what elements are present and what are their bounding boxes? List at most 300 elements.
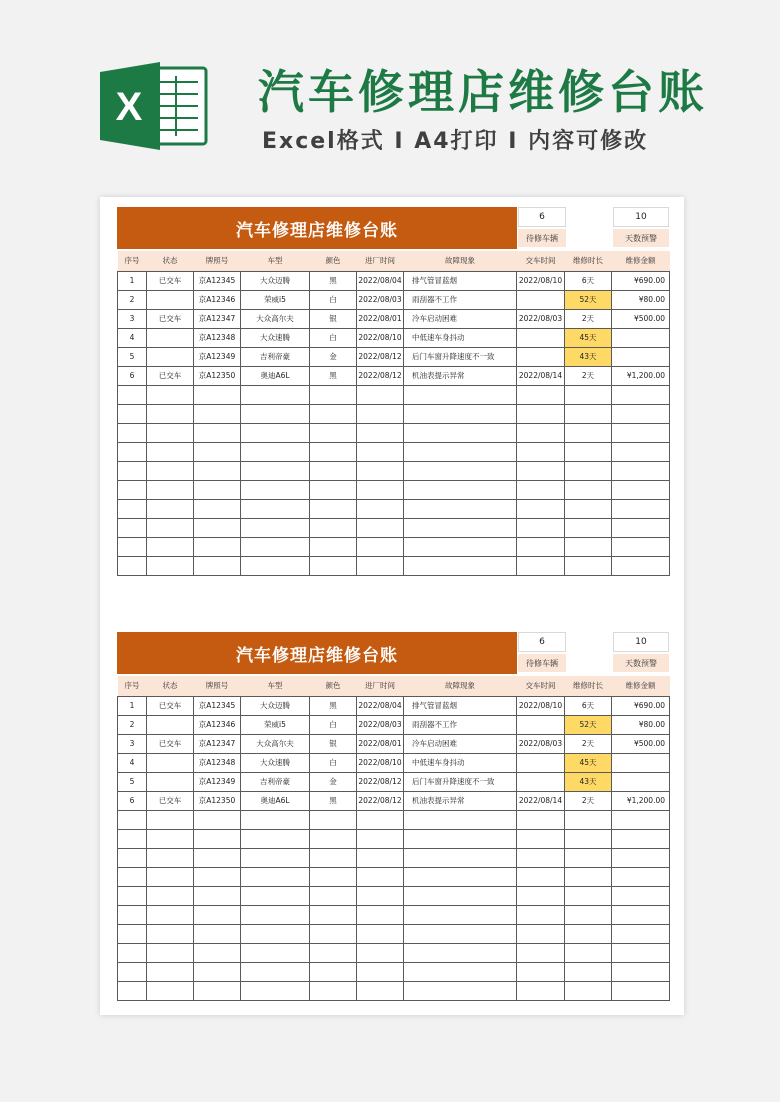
table-cell[interactable]: [565, 829, 612, 848]
table-cell[interactable]: [517, 943, 565, 962]
table-cell[interactable]: [310, 943, 357, 962]
table-cell[interactable]: [118, 981, 147, 1000]
table-cell[interactable]: [612, 886, 670, 905]
table-cell[interactable]: [404, 404, 517, 423]
table-cell[interactable]: [404, 499, 517, 518]
table-cell[interactable]: [517, 715, 565, 734]
table-cell[interactable]: [565, 810, 612, 829]
table-cell[interactable]: [404, 848, 517, 867]
table-cell[interactable]: [310, 981, 357, 1000]
table-cell[interactable]: [357, 829, 404, 848]
table-cell[interactable]: 2022/08/03: [517, 309, 565, 328]
table-cell[interactable]: [517, 829, 565, 848]
table-cell[interactable]: [118, 829, 147, 848]
table-cell[interactable]: [565, 962, 612, 981]
table-cell[interactable]: [118, 461, 147, 480]
table-cell[interactable]: [565, 385, 612, 404]
table-cell[interactable]: [194, 442, 241, 461]
table-cell[interactable]: [310, 385, 357, 404]
table-cell[interactable]: 荣威i5: [241, 290, 310, 309]
table-cell[interactable]: [241, 962, 310, 981]
table-cell[interactable]: 京A12345: [194, 271, 241, 290]
table-cell[interactable]: [357, 461, 404, 480]
table-cell[interactable]: [517, 537, 565, 556]
table-cell[interactable]: 银: [310, 309, 357, 328]
table-cell[interactable]: 京A12349: [194, 347, 241, 366]
table-cell[interactable]: [194, 499, 241, 518]
table-cell[interactable]: 荣威i5: [241, 715, 310, 734]
table-cell[interactable]: 排气管冒蓝烟: [404, 696, 517, 715]
table-cell[interactable]: 45天: [565, 753, 612, 772]
table-cell[interactable]: [517, 385, 565, 404]
table-cell[interactable]: 大众速腾: [241, 753, 310, 772]
table-cell[interactable]: [612, 385, 670, 404]
table-cell[interactable]: 2022/08/14: [517, 366, 565, 385]
table-cell[interactable]: 京A12349: [194, 772, 241, 791]
table-cell[interactable]: [357, 556, 404, 575]
table-cell[interactable]: [147, 867, 194, 886]
table-cell[interactable]: [194, 423, 241, 442]
table-cell[interactable]: [118, 480, 147, 499]
table-cell[interactable]: [310, 442, 357, 461]
table-cell[interactable]: 已交车: [147, 791, 194, 810]
table-cell[interactable]: 2022/08/03: [517, 734, 565, 753]
table-cell[interactable]: [357, 442, 404, 461]
table-cell[interactable]: [612, 442, 670, 461]
table-cell[interactable]: [241, 829, 310, 848]
table-cell[interactable]: ¥80.00: [612, 290, 670, 309]
table-cell[interactable]: [241, 810, 310, 829]
table-cell[interactable]: [517, 518, 565, 537]
table-cell[interactable]: [310, 499, 357, 518]
table-cell[interactable]: [404, 829, 517, 848]
table-cell[interactable]: 2022/08/04: [357, 271, 404, 290]
table-cell[interactable]: 京A12347: [194, 734, 241, 753]
table-cell[interactable]: [241, 499, 310, 518]
table-cell[interactable]: [310, 537, 357, 556]
table-cell[interactable]: [612, 404, 670, 423]
table-cell[interactable]: [147, 772, 194, 791]
table-cell[interactable]: [404, 924, 517, 943]
table-cell[interactable]: 4: [118, 328, 147, 347]
table-cell[interactable]: [194, 962, 241, 981]
table-cell[interactable]: [118, 886, 147, 905]
table-cell[interactable]: [517, 924, 565, 943]
table-cell[interactable]: [517, 328, 565, 347]
table-cell[interactable]: 2: [118, 715, 147, 734]
table-cell[interactable]: 雨刮器不工作: [404, 290, 517, 309]
table-cell[interactable]: [357, 848, 404, 867]
table-cell[interactable]: [147, 328, 194, 347]
table-cell[interactable]: [118, 499, 147, 518]
table-cell[interactable]: [241, 385, 310, 404]
table-cell[interactable]: [357, 810, 404, 829]
table-cell[interactable]: 已交车: [147, 734, 194, 753]
table-cell[interactable]: [118, 404, 147, 423]
table-cell[interactable]: [118, 848, 147, 867]
table-cell[interactable]: 2天: [565, 791, 612, 810]
table-cell[interactable]: 京A12346: [194, 715, 241, 734]
table-cell[interactable]: [565, 499, 612, 518]
table-cell[interactable]: 黑: [310, 791, 357, 810]
table-cell[interactable]: 白: [310, 715, 357, 734]
table-cell[interactable]: [147, 537, 194, 556]
table-cell[interactable]: [517, 962, 565, 981]
table-cell[interactable]: [357, 981, 404, 1000]
table-cell[interactable]: 大众迈腾: [241, 271, 310, 290]
table-cell[interactable]: [147, 404, 194, 423]
table-cell[interactable]: 冷车启动困难: [404, 734, 517, 753]
table-cell[interactable]: 2022/08/01: [357, 309, 404, 328]
table-cell[interactable]: [147, 518, 194, 537]
table-cell[interactable]: [357, 905, 404, 924]
table-cell[interactable]: [147, 943, 194, 962]
table-cell[interactable]: [517, 423, 565, 442]
table-cell[interactable]: [517, 981, 565, 1000]
table-cell[interactable]: [357, 924, 404, 943]
table-cell[interactable]: 6: [118, 366, 147, 385]
table-cell[interactable]: [194, 848, 241, 867]
table-cell[interactable]: 后门车窗升降速度不一致: [404, 772, 517, 791]
table-cell[interactable]: [194, 905, 241, 924]
table-cell[interactable]: [310, 905, 357, 924]
table-cell[interactable]: 京A12348: [194, 328, 241, 347]
table-cell[interactable]: [357, 480, 404, 499]
table-cell[interactable]: [357, 943, 404, 962]
table-cell[interactable]: 白: [310, 290, 357, 309]
table-cell[interactable]: [147, 924, 194, 943]
table-cell[interactable]: ¥1,200.00: [612, 791, 670, 810]
table-cell[interactable]: ¥80.00: [612, 715, 670, 734]
table-cell[interactable]: 中低速车身抖动: [404, 753, 517, 772]
table-cell[interactable]: 2022/08/10: [517, 696, 565, 715]
table-cell[interactable]: 6: [118, 791, 147, 810]
table-cell[interactable]: [147, 905, 194, 924]
table-cell[interactable]: [612, 461, 670, 480]
table-cell[interactable]: 京A12350: [194, 366, 241, 385]
table-cell[interactable]: 机油表提示异常: [404, 366, 517, 385]
table-cell[interactable]: [194, 924, 241, 943]
table-cell[interactable]: [147, 962, 194, 981]
table-cell[interactable]: 2: [118, 290, 147, 309]
table-cell[interactable]: 白: [310, 753, 357, 772]
table-cell[interactable]: 金: [310, 772, 357, 791]
table-cell[interactable]: [357, 385, 404, 404]
table-cell[interactable]: 2022/08/12: [357, 772, 404, 791]
table-cell[interactable]: [118, 423, 147, 442]
table-cell[interactable]: [147, 753, 194, 772]
table-cell[interactable]: [357, 423, 404, 442]
table-cell[interactable]: [517, 772, 565, 791]
table-cell[interactable]: 1: [118, 271, 147, 290]
table-cell[interactable]: [612, 753, 670, 772]
table-cell[interactable]: 2022/08/03: [357, 715, 404, 734]
table-cell[interactable]: [118, 962, 147, 981]
table-cell[interactable]: 2天: [565, 366, 612, 385]
table-cell[interactable]: [612, 772, 670, 791]
table-cell[interactable]: 3: [118, 734, 147, 753]
table-cell[interactable]: 52天: [565, 715, 612, 734]
table-cell[interactable]: 4: [118, 753, 147, 772]
table-cell[interactable]: [194, 886, 241, 905]
table-cell[interactable]: [404, 385, 517, 404]
table-cell[interactable]: 吉利帝豪: [241, 347, 310, 366]
table-cell[interactable]: [565, 867, 612, 886]
table-cell[interactable]: [517, 480, 565, 499]
table-cell[interactable]: [310, 848, 357, 867]
table-cell[interactable]: 吉利帝豪: [241, 772, 310, 791]
table-cell[interactable]: [517, 810, 565, 829]
table-cell[interactable]: [147, 981, 194, 1000]
table-cell[interactable]: [194, 385, 241, 404]
table-cell[interactable]: [118, 442, 147, 461]
table-cell[interactable]: 2022/08/12: [357, 366, 404, 385]
table-cell[interactable]: 1: [118, 696, 147, 715]
table-cell[interactable]: [517, 886, 565, 905]
table-cell[interactable]: [241, 943, 310, 962]
waiting-vehicles-value[interactable]: 6: [518, 207, 566, 227]
table-cell[interactable]: [357, 962, 404, 981]
table-cell[interactable]: [147, 423, 194, 442]
table-cell[interactable]: [404, 537, 517, 556]
table-cell[interactable]: [404, 962, 517, 981]
table-cell[interactable]: [147, 886, 194, 905]
table-cell[interactable]: [194, 810, 241, 829]
table-cell[interactable]: 6天: [565, 696, 612, 715]
table-cell[interactable]: [194, 556, 241, 575]
table-cell[interactable]: [404, 480, 517, 499]
table-cell[interactable]: [357, 518, 404, 537]
table-cell[interactable]: 机油表提示异常: [404, 791, 517, 810]
table-cell[interactable]: 43天: [565, 347, 612, 366]
table-cell[interactable]: 已交车: [147, 309, 194, 328]
table-cell[interactable]: [517, 404, 565, 423]
table-cell[interactable]: [517, 290, 565, 309]
table-cell[interactable]: 中低速车身抖动: [404, 328, 517, 347]
table-cell[interactable]: 2022/08/10: [357, 328, 404, 347]
table-cell[interactable]: [310, 461, 357, 480]
table-cell[interactable]: 大众速腾: [241, 328, 310, 347]
table-cell[interactable]: [565, 848, 612, 867]
days-warning-value[interactable]: 10: [613, 632, 669, 652]
table-cell[interactable]: [194, 480, 241, 499]
table-cell[interactable]: [565, 924, 612, 943]
table-cell[interactable]: [612, 328, 670, 347]
table-cell[interactable]: 后门车窗升降速度不一致: [404, 347, 517, 366]
table-cell[interactable]: [612, 480, 670, 499]
table-cell[interactable]: [118, 810, 147, 829]
table-cell[interactable]: [404, 867, 517, 886]
table-cell[interactable]: [147, 848, 194, 867]
table-cell[interactable]: [357, 886, 404, 905]
table-cell[interactable]: [147, 290, 194, 309]
table-cell[interactable]: [147, 347, 194, 366]
table-cell[interactable]: [612, 347, 670, 366]
table-cell[interactable]: [404, 943, 517, 962]
table-cell[interactable]: [241, 461, 310, 480]
table-cell[interactable]: [241, 905, 310, 924]
table-cell[interactable]: [118, 537, 147, 556]
table-cell[interactable]: [310, 518, 357, 537]
table-cell[interactable]: [517, 905, 565, 924]
table-cell[interactable]: 已交车: [147, 271, 194, 290]
table-cell[interactable]: 冷车启动困难: [404, 309, 517, 328]
table-cell[interactable]: [194, 981, 241, 1000]
table-cell[interactable]: [565, 480, 612, 499]
table-cell[interactable]: [147, 499, 194, 518]
table-cell[interactable]: 大众迈腾: [241, 696, 310, 715]
table-cell[interactable]: [517, 556, 565, 575]
table-cell[interactable]: [404, 981, 517, 1000]
table-cell[interactable]: 2022/08/01: [357, 734, 404, 753]
table-cell[interactable]: [517, 461, 565, 480]
table-cell[interactable]: ¥690.00: [612, 271, 670, 290]
table-cell[interactable]: [404, 423, 517, 442]
table-cell[interactable]: [612, 962, 670, 981]
table-cell[interactable]: [241, 480, 310, 499]
table-cell[interactable]: 京A12345: [194, 696, 241, 715]
table-cell[interactable]: [565, 556, 612, 575]
table-cell[interactable]: [612, 905, 670, 924]
table-cell[interactable]: 5: [118, 772, 147, 791]
table-cell[interactable]: [565, 423, 612, 442]
table-cell[interactable]: 金: [310, 347, 357, 366]
table-cell[interactable]: [565, 461, 612, 480]
table-cell[interactable]: 5: [118, 347, 147, 366]
table-cell[interactable]: [612, 423, 670, 442]
table-cell[interactable]: [404, 518, 517, 537]
table-cell[interactable]: [118, 385, 147, 404]
table-cell[interactable]: [147, 810, 194, 829]
table-cell[interactable]: 大众高尔夫: [241, 734, 310, 753]
table-cell[interactable]: [194, 461, 241, 480]
days-warning-value[interactable]: 10: [613, 207, 669, 227]
table-cell[interactable]: [147, 442, 194, 461]
table-cell[interactable]: [357, 867, 404, 886]
table-cell[interactable]: [241, 518, 310, 537]
table-cell[interactable]: [194, 829, 241, 848]
table-cell[interactable]: [612, 848, 670, 867]
table-cell[interactable]: [612, 556, 670, 575]
table-cell[interactable]: 已交车: [147, 366, 194, 385]
table-cell[interactable]: 2022/08/04: [357, 696, 404, 715]
table-cell[interactable]: [357, 537, 404, 556]
table-cell[interactable]: [194, 943, 241, 962]
table-cell[interactable]: 已交车: [147, 696, 194, 715]
table-cell[interactable]: 2022/08/03: [357, 290, 404, 309]
table-cell[interactable]: ¥500.00: [612, 734, 670, 753]
table-cell[interactable]: 大众高尔夫: [241, 309, 310, 328]
table-cell[interactable]: [310, 886, 357, 905]
table-cell[interactable]: [241, 423, 310, 442]
table-cell[interactable]: [612, 924, 670, 943]
table-cell[interactable]: [612, 518, 670, 537]
table-cell[interactable]: [310, 867, 357, 886]
table-cell[interactable]: 3: [118, 309, 147, 328]
table-cell[interactable]: 2天: [565, 309, 612, 328]
table-cell[interactable]: [517, 753, 565, 772]
table-cell[interactable]: [118, 518, 147, 537]
table-cell[interactable]: [565, 886, 612, 905]
table-cell[interactable]: [118, 943, 147, 962]
table-cell[interactable]: [241, 848, 310, 867]
table-cell[interactable]: [517, 867, 565, 886]
table-cell[interactable]: [310, 924, 357, 943]
table-cell[interactable]: [565, 442, 612, 461]
table-cell[interactable]: [565, 943, 612, 962]
table-cell[interactable]: [404, 556, 517, 575]
table-cell[interactable]: [241, 404, 310, 423]
table-cell[interactable]: [517, 442, 565, 461]
table-cell[interactable]: [404, 442, 517, 461]
table-cell[interactable]: [147, 715, 194, 734]
table-cell[interactable]: [118, 556, 147, 575]
table-cell[interactable]: 45天: [565, 328, 612, 347]
table-cell[interactable]: 2022/08/12: [357, 791, 404, 810]
table-cell[interactable]: [565, 905, 612, 924]
table-cell[interactable]: 黑: [310, 271, 357, 290]
table-cell[interactable]: 43天: [565, 772, 612, 791]
table-cell[interactable]: [241, 924, 310, 943]
table-cell[interactable]: ¥1,200.00: [612, 366, 670, 385]
table-cell[interactable]: [310, 480, 357, 499]
table-cell[interactable]: [612, 499, 670, 518]
table-cell[interactable]: [241, 442, 310, 461]
table-cell[interactable]: 京A12347: [194, 309, 241, 328]
table-cell[interactable]: 黑: [310, 696, 357, 715]
table-cell[interactable]: [147, 829, 194, 848]
table-cell[interactable]: [404, 905, 517, 924]
table-cell[interactable]: [404, 886, 517, 905]
table-cell[interactable]: 京A12346: [194, 290, 241, 309]
table-cell[interactable]: [612, 943, 670, 962]
table-cell[interactable]: 白: [310, 328, 357, 347]
waiting-vehicles-value[interactable]: 6: [518, 632, 566, 652]
table-cell[interactable]: [404, 810, 517, 829]
table-cell[interactable]: ¥500.00: [612, 309, 670, 328]
table-cell[interactable]: [310, 404, 357, 423]
table-cell[interactable]: [612, 981, 670, 1000]
table-cell[interactable]: [612, 810, 670, 829]
table-cell[interactable]: [118, 905, 147, 924]
table-cell[interactable]: [565, 537, 612, 556]
table-cell[interactable]: [147, 385, 194, 404]
table-cell[interactable]: [517, 499, 565, 518]
table-cell[interactable]: [310, 556, 357, 575]
table-cell[interactable]: [357, 499, 404, 518]
table-cell[interactable]: 2022/08/14: [517, 791, 565, 810]
table-cell[interactable]: 奥迪A6L: [241, 791, 310, 810]
table-cell[interactable]: [310, 829, 357, 848]
table-cell[interactable]: [194, 867, 241, 886]
table-cell[interactable]: 黑: [310, 366, 357, 385]
table-cell[interactable]: 奥迪A6L: [241, 366, 310, 385]
table-cell[interactable]: [147, 461, 194, 480]
table-cell[interactable]: [241, 556, 310, 575]
table-cell[interactable]: [310, 962, 357, 981]
table-cell[interactable]: 2022/08/12: [357, 347, 404, 366]
table-cell[interactable]: [565, 518, 612, 537]
table-cell[interactable]: [612, 829, 670, 848]
table-cell[interactable]: [241, 981, 310, 1000]
table-cell[interactable]: [357, 404, 404, 423]
table-cell[interactable]: [118, 867, 147, 886]
table-cell[interactable]: [310, 423, 357, 442]
table-cell[interactable]: [241, 886, 310, 905]
table-cell[interactable]: [310, 810, 357, 829]
table-cell[interactable]: [612, 537, 670, 556]
table-cell[interactable]: 京A12350: [194, 791, 241, 810]
